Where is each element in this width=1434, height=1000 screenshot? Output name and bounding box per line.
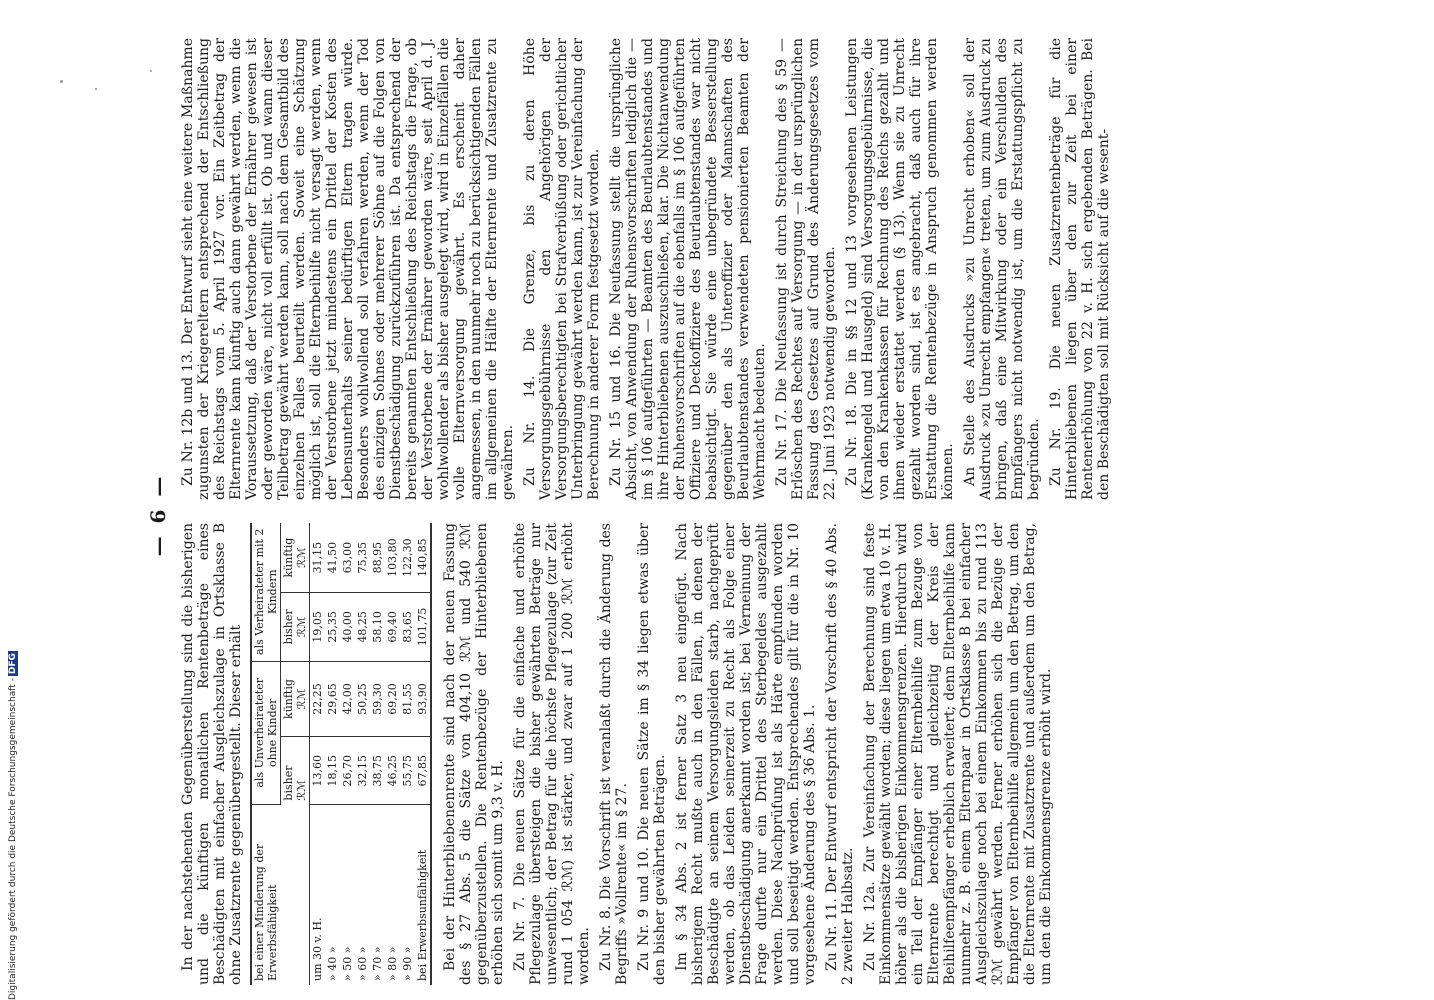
dfg-logo: DFG — [8, 653, 18, 675]
table-cell-mde: » 90 » — [401, 946, 414, 981]
table-cell-amount: 55,75 — [400, 737, 415, 805]
table-cell-mde: bei Erwerbsunfähigkeit — [415, 805, 431, 985]
table-cell-amount: 38,75 — [370, 737, 385, 805]
scan-speck — [95, 88, 97, 90]
table-header-married: als Verheirateter mit 2 Kindern — [251, 523, 281, 661]
table-subheader: künftig ℛℳ — [281, 661, 310, 737]
body-paragraph: An Stelle des Ausdrucks »zu Unrecht erhoben« soll der Ausdruck »zu Unrecht empfangen« treten, um zum Ausdruck zu bringen, daß eine Mitwirkung oder ein Verschulden des Empfängers nicht notwendig ist, um die Erstattungspflicht zu begründen. — [962, 38, 1042, 500]
table-cell-amount: 81,55 — [400, 661, 415, 737]
body-paragraph: Zu Nr. 12a. Zur Vereinfachung der Berechnung sind feste Einkommensätze gewählt worden; diese liegen um etwa 10 v. H. höher als die bisherigen Einkommensgrenzen. Hierdurch wird ein Teil der Empfänger einer Elternbeihilfe zum Bezuge von Elternrente berechtigt und gleichzeitig der Kreis der Beihilfeempfänger erheblich erweitert; denn Elternbeihilfe kann nunmehr z. B. einem Elternpaar in Ortsklasse B bei einfacher Ausgleichszulage noch bei einem Einkommen bis zu rund 113 ℛℳ gewährt werden. Ferner erhöhen sich die Bezüge der Empfänger von Elternbeihilfe allgemein um den Betrag, um den die Elternrente mit Zusatzrente und außerdem um den Betrag, um den die Einkommensgrenze erhöht wird. — [862, 523, 1054, 985]
table-row — [400, 523, 415, 985]
table-cell-amount: 50,25 — [355, 661, 370, 737]
table-row — [310, 523, 326, 985]
body-paragraph: Im § 34 Abs. 2 ist ferner Satz 3 neu eingefügt. Nach bisherigem Recht mußte auch in den Fällen, in denen der Beschädigte an seinem Versorgungsleiden starb, nachgeprüft werden, ob das Leiden seinerzeit zu Recht als Folge einer Dienstbeschädigung anerkannt worden ist; bei Verneinung der Frage durfte nur ein Drittel des Sterbegeldes ausgezahlt werden. Diese Nachprüfung ist als Härte empfunden worden und soll beseitigt werden. Entsprechendes gilt für die in Nr. 10 vorgesehene Änderung des § 36 Abs. 1. — [674, 523, 818, 985]
table-cell-amount: 67,85 — [415, 737, 431, 805]
intro-paragraph: In der nachstehenden Gegenüberstellung sind die bisherigen und die künftigen monatlichen Rentenbeträge eines Beschädigten mit einfacher Ausgleichszulage in Ortsklasse B ohne Zusatzrente gegenübergestellt. Dieser erhält — [180, 523, 244, 985]
table-cell-amount: 93,90 — [415, 661, 431, 737]
body-paragraph: Zu Nr. 8. Die Vorschrift ist veranlaßt durch die Änderung des Begriffs »Vollrente« im § 27. — [598, 523, 630, 985]
table-row — [340, 523, 355, 985]
table-cell-mde: » 50 » — [341, 946, 354, 981]
table-row — [385, 523, 400, 985]
table-cell-amount: 18,15 — [325, 737, 340, 805]
table-cell-amount: 46,25 — [385, 737, 400, 805]
table-cell-amount: 59,30 — [370, 661, 385, 737]
body-paragraph: Zu Nr. 14. Die Grenze, bis zu deren Höhe Versorgungsgebührnisse den Angehörigen der Versorgungsberechtigten bei Strafverbüßung oder gerichtlicher Unterbringung gewährt werden kann, ist zur Vereinfachung der Berechnung in anderer Form festgesetzt worden. — [522, 38, 602, 500]
table-subheader: bisher ℛℳ — [281, 593, 310, 661]
table-row — [355, 523, 370, 985]
body-paragraph: Zu Nr. 17. Die Neufassung ist durch Streichung des § 59 — Erlöschen des Rechtes auf Versorgung — in der ursprünglichen Fassung des Gesetzes auf Grund des Änderungsgesetzes vom 22. Juni 1923 notwendig geworden. — [774, 38, 838, 500]
table-cell-mde: » 80 » — [386, 946, 399, 981]
right-column — [180, 38, 1118, 500]
table-cell-mde: um 30 v. H. — [311, 917, 324, 981]
table-cell-amount: 101,75 — [415, 593, 431, 661]
digitization-credit: Digitalisierung gefördert durch die Deutsche Forschungsgemeinschaft -DFG — [8, 653, 18, 1000]
table-cell-amount: 75,35 — [355, 523, 370, 593]
body-paragraph: Zu Nr. 9 und 10. Die neuen Sätze im § 34 liegen etwas über den bisher gewährten Beträgen. — [636, 523, 668, 985]
table-cell-amount: 69,20 — [385, 661, 400, 737]
table-cell-amount: 63,00 — [340, 523, 355, 593]
scanned-page — [146, 30, 1285, 1000]
table-cell-amount: 40,00 — [340, 593, 355, 661]
table-cell-amount: 25,35 — [325, 593, 340, 661]
table-header-mde: bei einer Minderung der Erwerbsfähigkeit — [251, 805, 310, 985]
scan-speck — [150, 70, 152, 72]
table-row — [370, 523, 385, 985]
table-cell-amount: 32,15 — [355, 737, 370, 805]
body-paragraph: Zu Nr. 15 und 16. Die Neufassung stellt die ursprüngliche Absicht, von Anwendung der Ruhensvorschriften lediglich die — im § 106 aufgeführten — Beamten des Beurlaubtenstandes und ihre Hinterbliebenen auszuschließen, klar. Die Nichtanwendung der Ruhensvorschriften auf die ebenfalls im § 106 aufgeführten Offiziere und Deckoffiziere des Beurlaubtenstandes war nicht beabsichtigt. Sie würde eine unbegründete Besserstellung gegenüber den als Unteroffizier oder Mannschaften des Beurlaubtenstandes verwendeten pensionierten Beamten der Wehrmacht bedeuten. — [608, 38, 768, 500]
table-cell-amount: 140,85 — [415, 523, 431, 593]
table-row — [325, 523, 340, 985]
body-paragraph: Bei der Hinterbliebenenrente sind nach der neuen Fassung des § 27 Abs. 5 die Sätze von 404,10 ℛℳ und 540 ℛℳ gegenüberzustellen. Die Rentenbezüge der Hinterbliebenen erhöhen sich somit um 9,3 v. H. — [442, 523, 506, 985]
table-cell-amount: 13,60 — [310, 737, 326, 805]
table-cell-amount: 29,65 — [325, 661, 340, 737]
table-cell-amount: 22,25 — [310, 661, 326, 737]
table-cell-amount: 42,00 — [340, 661, 355, 737]
table-cell-amount: 69,40 — [385, 593, 400, 661]
table-row — [415, 523, 431, 985]
body-paragraph: Zu Nr. 12b und 13. Der Entwurf sieht eine weitere Maßnahme zugunsten der Kriegereltern entsprechend der Entschließung des Reichstags vom 5. April 1927 vor. Ein Zeitbetrag der Elternrente kann künftig auch dann gewährt werden, wenn die Voraussetzung, daß der Verstorbene der Ernährer gewesen ist oder geworden wäre, nicht voll erfüllt ist. Ob und wann dieser Teilbetrag gewährt werden kann, soll nach dem Gesamtbild des einzelnen Falles beurteilt werden. Soweit eine Schätzung möglich ist, soll die Elternbeihilfe nicht versagt werden, wenn der Verstorbene jetzt mindestens ein Drittel der Kosten des Lebensunterhalts seiner bedürftigen Eltern tragen würde. Besonders wohlwollend soll verfahren werden, wenn der Tod des einzigen Sohnes oder mehrerer Söhne auf die Folgen von Dienstbeschädigung zurückzuführen ist. Da entsprechend der bereits genannten Entschließung des Reichstags die Frage, ob der Verstorbene der Ernährer geworden wäre, seit April d. J. wohlwollender als bisher ausgelegt wird, wird in Einzelfällen die volle Elternversorgung gewährt. Es erscheint daher angemessen, in den nunmehr noch zu berücksichtigenden Fällen im allgemeinen die Hälfte der Elternrente und Zusatzrente zu gewähren. — [180, 37, 516, 500]
table-subheader: bisher ℛℳ — [281, 737, 310, 805]
table-cell-mde: » 60 » — [356, 946, 369, 981]
table-cell-amount: 26,70 — [340, 737, 355, 805]
table-cell-mde: » 70 » — [371, 946, 384, 981]
table-subheader: künftig ℛℳ — [281, 523, 310, 593]
table-cell-amount: 83,65 — [400, 593, 415, 661]
table-cell-amount: 122,30 — [400, 523, 415, 593]
body-paragraph: Zu Nr. 19. Die neuen Zusatzrentenbeträge für die Hinterbliebenen liegen über den zur Zeit bei einer Rentenerhöhung von 22 v. H. sich ergebenden Beträgen. Bei den Beschädigten soll mit Rücksicht auf die wesent- — [1048, 38, 1112, 500]
left-column — [180, 523, 1060, 985]
table-cell-amount: 19,05 — [310, 593, 326, 661]
table-cell-amount: 31,15 — [310, 523, 326, 593]
body-paragraph: Zu Nr. 18. Die in §§ 12 und 13 vorgesehenen Leistungen (Krankengeld und Hausgeld) sind Versorgungsgebührnisse, die von den Krankenkassen für Rechnung des Reichs gezahlt und ihnen wieder erstattet werden (§ 13). Wenn sie zu Unrecht gezahlt worden sind, ist es angebracht, daß auch für ihre Erstattung die Rentenbezüge in Anspruch genommen werden können. — [844, 38, 956, 500]
table-cell-amount: 88,95 — [370, 523, 385, 593]
body-paragraph: Zu Nr. 11. Der Entwurf entspricht der Vorschrift des § 40 Abs. 2 zweiter Halbsatz. — [824, 523, 856, 985]
page-number: — 6 — — [146, 473, 170, 557]
table-cell-amount: 48,25 — [355, 593, 370, 661]
table-header-single: als Unverheirateter ohne Kinder — [251, 661, 281, 805]
scan-speck — [60, 80, 63, 83]
table-cell-mde: » 40 » — [326, 946, 339, 981]
table-cell-amount: 103,80 — [385, 523, 400, 593]
pension-table — [250, 523, 432, 985]
table-cell-amount: 58,10 — [370, 593, 385, 661]
table-cell-amount: 41,50 — [325, 523, 340, 593]
body-paragraph: Zu Nr. 7. Die neuen Sätze für die einfache und erhöhte Pflegezulage übersteigen die bisher gewährten Beträge nur unwesentlich; der Betrag für die höchste Pflegezulage (zur Zeit rund 1 054 ℛℳ) ist stärker, und zwar auf 1 200 ℛℳ erhöht worden. — [512, 523, 592, 985]
